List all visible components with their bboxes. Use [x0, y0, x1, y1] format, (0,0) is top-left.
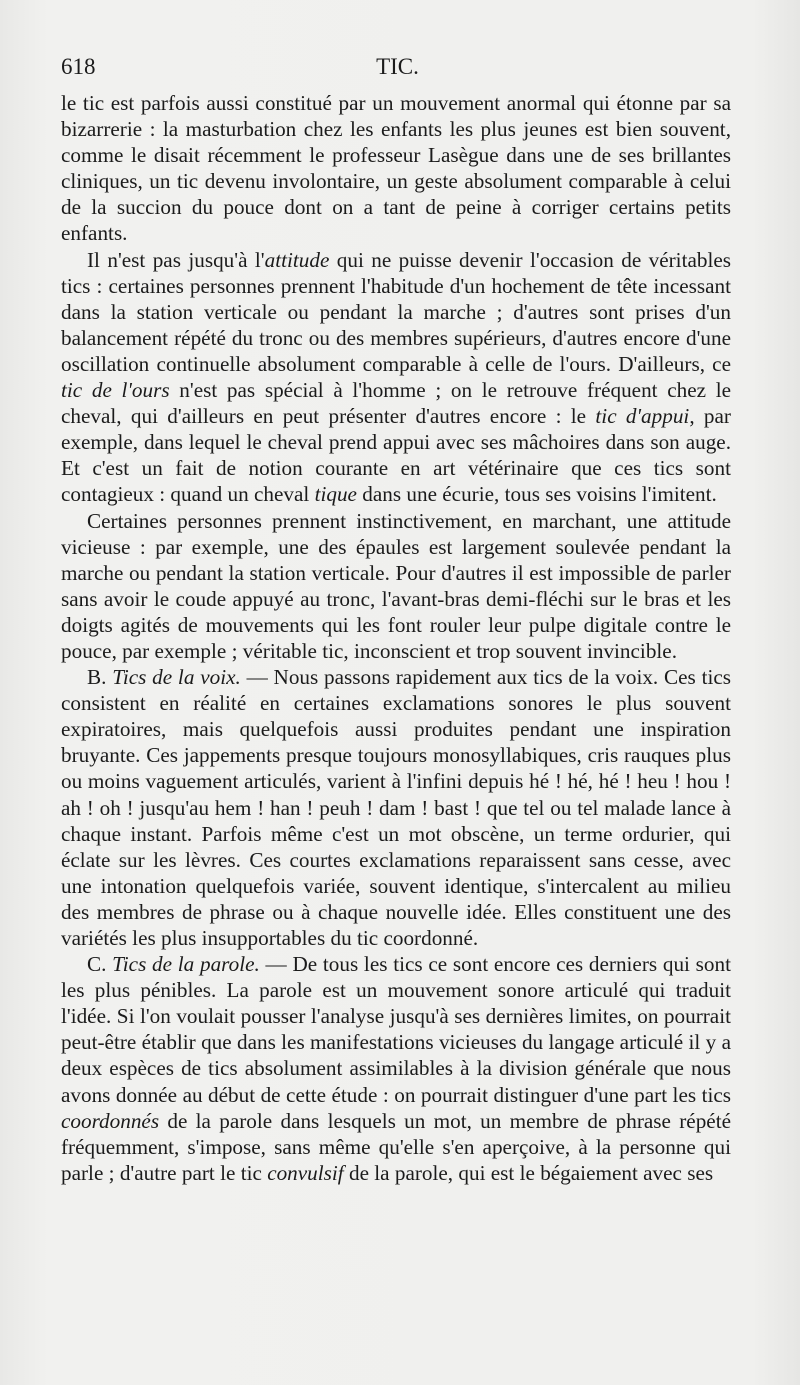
paragraph-masturbation [61, 90, 731, 247]
paragraph-tics-de-la-parole [61, 951, 731, 1186]
italic-text: Tics de la voix. [112, 665, 241, 690]
text-run: de la parole dans lesquels un mot, un membre de phrase répété fréquemment, s'impose, sans même qu'elle s'en aperçoive, à la personne qui parle ; d'autre part le tic [61, 1108, 731, 1185]
paragraph-attitude [61, 247, 731, 508]
running-head: TIC. [376, 54, 419, 79]
text-run: dans une écurie, tous ses voisins l'imitent. [356, 482, 717, 507]
italic-text: convulsif [267, 1160, 344, 1185]
italic-text: attitude [264, 247, 330, 272]
italic-text: tic d'appui [595, 404, 690, 429]
text-run: C. [87, 952, 113, 977]
italic-text: coordonnés [61, 1108, 160, 1133]
text-run: le tic est parfois aussi constitué par un mouvement anormal qui étonne par sa bizarrerie : la masturbation chez les enfants les plus jeunes est bien souvent, comme le disait récemment le professeur Lasègue dans une de ses brillantes cliniques, un tic devenu involontaire, un geste absolument comparable à celui de la succion du pouce dont on a tant de peine à corriger certains petits enfants. [61, 91, 731, 246]
text-run: Certaines personnes prennent instinctivement, en marchant, une attitude vicieuse : par exemple, une des épaules est largement soulevée pendant la marche ou pendant la station verticale. Pour d'autres il est impossible de parler sans avoir le coude appuyé au tronc, l'avant-bras demi-fléchi sur le bras et les doigts agités de mouvements qui les font rouler leur pulpe digitale contre le pouce, par exemple ; véritable tic, inconscient et trop souvent invincible. [61, 508, 731, 663]
text-run: — De tous les tics ce sont encore ces derniers qui sont les plus pénibles. La parole est un mouvement sonore articulé qui traduit l'idée. Si l'on voulait pousser l'analyse jusqu'à ses dernières limites, on pourrait peut-être établir que dans les manifestations vicieuses du langage articulé il y a deux espèces de tics absolument assimilables à la division générale que nous avons donnée au début de cette étude : on pourrait distinguer d'une part les tics [61, 952, 731, 1107]
paragraph-attitude-vicieuse [61, 508, 731, 665]
italic-text: tique [314, 482, 357, 507]
text-run: Il n'est pas jusqu'à l' [87, 247, 265, 272]
text-run: de la parole, qui est le bégaiement avec ses [343, 1160, 714, 1185]
text-run: B. [87, 665, 113, 690]
text-run: qui ne puisse devenir l'occasion de véritables tics : certaines personnes prennent l'habitude d'un hochement de tête incessant dans la station verticale ou pendant la marche ; d'autres sont prises d'un balancement répété du tronc ou des membres supérieurs, d'autres encore d'une oscillation continuelle absolument comparable à celle de l'ours. D'ailleurs, ce [61, 247, 731, 376]
page-header [61, 54, 734, 84]
paragraph-tics-de-la-voix [61, 664, 731, 951]
body-text [61, 90, 731, 1186]
italic-text: tic de l'ours [61, 378, 170, 403]
text-run: — Nous passons rapidement aux tics de la voix. Ces tics consistent en réalité en certaines exclamations sonores le plus souvent expiratoires, mais quelquefois aussi produites pendant une inspiration bruyante. Ces jappements presque toujours monosyllabiques, cris rauques plus ou moins vaguement articulés, varient à l'infini depuis hé ! hé, hé ! heu ! hou ! ah ! oh ! jusqu'au hem ! han ! peuh ! dam ! bast ! que tel ou tel malade lance à chaque instant. Parfois même c'est un mot obscène, un terme ordurier, qui éclate sur les lèvres. Ces courtes exclamations reparaissent sans cesse, avec une intonation quelquefois variée, souvent identique, s'intercalent au milieu des membres de phrase ou à chaque nouvelle idée. Elles constituent une des variétés les plus insupportables du tic coordonné. [61, 665, 731, 950]
italic-text: Tics de la parole. [112, 952, 260, 977]
text-run: , par exemple, dans lequel le cheval prend appui avec ses mâchoires dans son auge. Et c'est un fait de notion courante en art vétérinaire que ces tics sont contagieux : quand un cheval [61, 404, 731, 507]
text-run: n'est pas spécial à l'homme ; on le retrouve fréquent chez le cheval, qui d'ailleurs en peut présenter d'autres encore : le [61, 378, 731, 429]
page-number: 618 [61, 54, 96, 79]
